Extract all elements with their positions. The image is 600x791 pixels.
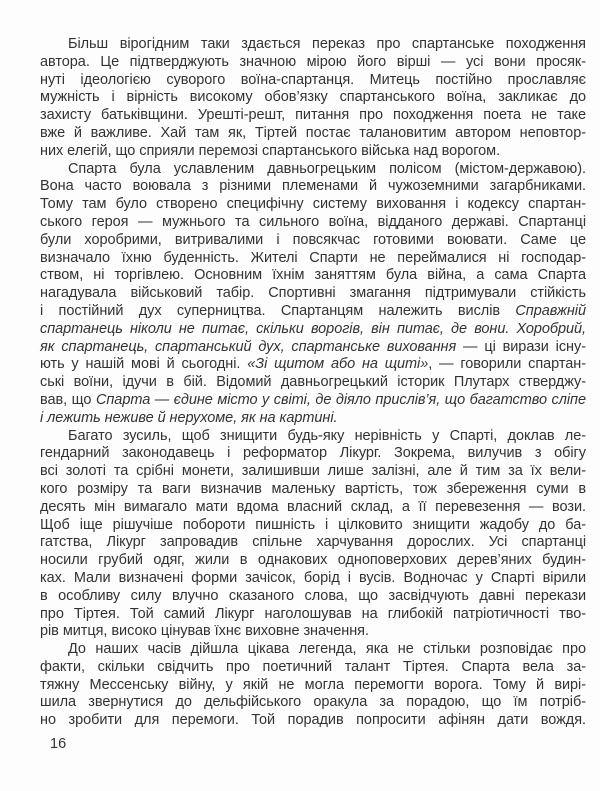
paragraph	[40, 161, 586, 428]
text-line	[40, 232, 586, 250]
text-run: захисту батьківщини. Урешті-решт, питання про походження поета не таке	[40, 107, 586, 124]
text-run: ські воїни, ідучи в бій. Відомий давньогрецький історик Плутарх стверджу-	[40, 374, 586, 391]
italic-text-run: як спартанець, спартанський дух, спартанське виховання	[40, 338, 457, 355]
italic-text-run: «Зі щитом або на щиті»	[247, 356, 429, 373]
text-run: Щоб іще рішучіше побороти пишність і цілковито знищити жадобу до ба-	[40, 516, 586, 533]
text-line	[40, 36, 586, 54]
text-run: Вона часто воювала з різними племенами й чужоземними загарбниками.	[40, 178, 586, 195]
text-line	[40, 428, 586, 446]
text-line	[40, 463, 586, 481]
text-line	[40, 107, 586, 125]
italic-text-run: спартанець ніколи не питає, скільки ворогів, він питає, де вони. Хоробрий,	[40, 320, 586, 337]
text-run: ють у нашій мові й сьогодні.	[40, 356, 248, 373]
text-line	[40, 54, 586, 72]
text-line	[40, 196, 586, 214]
text-line	[40, 143, 586, 161]
text-run: Тому там було створено специфічну систему виховання і кодексу спартан-	[40, 196, 586, 213]
text-line	[40, 72, 586, 90]
text-line	[40, 267, 586, 285]
text-line	[40, 481, 586, 499]
text-line	[40, 606, 586, 624]
text-line	[40, 694, 586, 712]
text-line	[40, 89, 586, 107]
text-run: Більш вірогідним таки здається переказ про спартанське походження	[68, 36, 586, 52]
text-run: і постійний дух суперництва. Спартанцям належить вислів	[40, 302, 516, 319]
text-run: шила звернутися до дельфійського оракула за порадою, що їм потріб-	[40, 694, 586, 711]
text-line	[40, 588, 586, 606]
text-line	[40, 321, 586, 339]
text-line	[40, 623, 586, 641]
text-run: тяжну Мессенську війну, у якій не могла перемогти ворога. Тому й вирі-	[40, 676, 586, 693]
text-line	[40, 570, 586, 588]
page-number: 16	[50, 736, 67, 753]
text-run: но зробити для перемоги. Той порадив попросити афінян дати вождя.	[40, 712, 586, 729]
text-run: вав, що	[40, 391, 96, 408]
text-run: ством, ні торгівлею. Основним їхнім заняттям була війна, а сама Спарта	[40, 267, 586, 284]
text-run: гендарний законодавець і реформатор Лікург. Зокрема, вилучив з обігу	[40, 445, 586, 462]
text-line	[40, 445, 586, 463]
text-line	[40, 161, 586, 179]
text-line	[40, 499, 586, 517]
text-run: ках. Мали визначені форми зачісок, борід і вусів. Водночас у Спарті вірили	[40, 569, 586, 586]
text-run: нуті ідеологією суворого воїна-спартанця. Митець постійно прославляє	[40, 71, 586, 88]
text-run: До наших часів дійшла цікава легенда, яка не стільки розповідає про	[68, 641, 586, 658]
text-run: , — говорили спартан-	[428, 356, 587, 373]
body-text	[40, 36, 586, 730]
text-run: них елегій, що сприяли перемозі спартанського війська над ворогом.	[40, 142, 501, 159]
text-run: автора. Це підтверджують значною мірою його вірші — усі вони просяк-	[40, 53, 586, 70]
paragraph	[40, 36, 586, 161]
text-run: вже й важливе. Хай там як, Тіртей постає талановитим автором неповтор-	[40, 124, 586, 141]
text-line	[40, 125, 586, 143]
text-run: ського героя — мужнього та сильного воїна, відданого державі. Спартанці	[40, 213, 586, 230]
text-run: Багато зусиль, щоб знищити будь-яку нерівність у Спарті, доклав ле-	[68, 427, 586, 444]
text-run: факти, скільки свідчить про поетичний талант Тіртея. Спарта вела за-	[40, 658, 586, 675]
text-line	[40, 374, 586, 392]
text-run: були хоробрими, витривалими і повсякчас готовими воювати. Саме це	[40, 231, 586, 248]
text-line	[40, 214, 586, 232]
text-line	[40, 712, 586, 730]
text-line	[40, 303, 586, 321]
paragraph	[40, 428, 586, 642]
text-line	[40, 178, 586, 196]
text-run: про Тіртея. Той самий Лікург наголошував на глибокій патріотичності тво-	[40, 605, 586, 622]
italic-text-run: Справжній	[515, 302, 586, 319]
text-line	[40, 410, 586, 428]
text-line	[40, 517, 586, 535]
text-run: нагадувала військовий табір. Спортивні змагання підтримували стійкість	[40, 285, 586, 302]
text-run: в особливу силу влучно сказаного слова, що засвідчують давні перекази	[40, 587, 586, 604]
text-line	[40, 677, 586, 695]
text-run: всі золоті та срібні монети, залишивши лише залізні, але й тим за їх вели-	[40, 463, 586, 480]
text-line	[40, 339, 586, 357]
text-line	[40, 285, 586, 303]
text-run: рів митця, високо цінував їхнє виховне значення.	[40, 623, 369, 640]
text-line	[40, 659, 586, 677]
text-line	[40, 641, 586, 659]
text-run: десять мін вимагало мати вдома власний склад, а її перевезення — вози.	[40, 498, 586, 515]
italic-text-run: і лежить неживе й нерухоме, як на картині.	[40, 409, 338, 426]
text-run: Спарта була уславленим давньогрецьким полісом (містом-державою).	[68, 160, 586, 177]
text-line	[40, 250, 586, 268]
text-run: носили грубий одяг, жили в однакових одноповерхових дерев’яних будин-	[40, 552, 586, 569]
text-run: — ці вирази існу-	[456, 338, 586, 355]
text-line	[40, 392, 586, 410]
text-line	[40, 356, 586, 374]
text-run: кого розміру та ваги визначив маленьку вартість, тож збереження суми в	[40, 480, 586, 497]
text-run: гатства, Лікург запровадив спільне харчування дорослих. Усі спартанці	[40, 534, 586, 551]
text-run: визначало їхню буденність. Жителі Спарти не переймалися ні господар-	[40, 249, 586, 266]
text-run: мужність і вірність високому обов’язку спартанського воїна, закликає до	[40, 89, 586, 106]
text-line	[40, 534, 586, 552]
text-line	[40, 552, 586, 570]
paragraph	[40, 641, 586, 730]
italic-text-run: Спарта — єдине місто у світі, де діяло прислів’я, що багатство сліпе	[95, 391, 586, 408]
